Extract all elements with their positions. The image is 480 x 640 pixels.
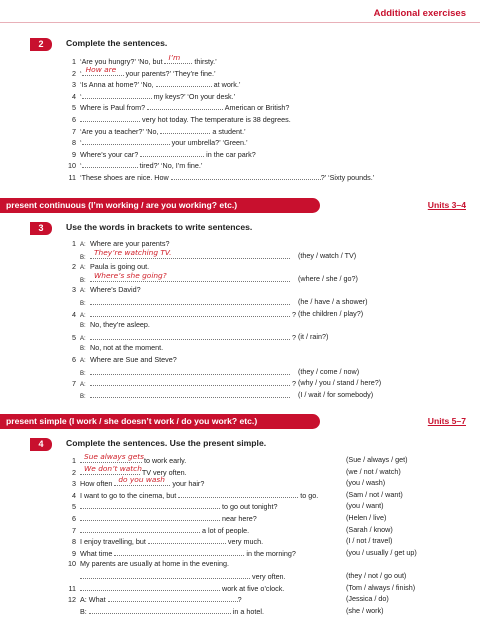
item-number: 8 bbox=[72, 537, 76, 547]
sentence-start: ‘ bbox=[80, 161, 82, 171]
sentence-start: ‘ bbox=[80, 138, 82, 148]
item-number: 6 bbox=[72, 355, 76, 364]
sentence-end: American or British? bbox=[223, 103, 290, 113]
sentence-end: thirsty.’ bbox=[192, 57, 217, 66]
handwritten-answer: They’re watching TV. bbox=[94, 247, 172, 257]
answer-blank[interactable] bbox=[90, 332, 290, 340]
dialogue-row bbox=[62, 285, 141, 295]
sentence-row bbox=[62, 501, 278, 511]
item-number: 4 bbox=[72, 490, 76, 500]
item-number: 10 bbox=[68, 161, 76, 171]
dialogue-row bbox=[62, 355, 177, 365]
answer-blank[interactable] bbox=[114, 475, 170, 486]
sentence-end: your hair? bbox=[170, 479, 205, 489]
sentence-end: at work.’ bbox=[211, 80, 241, 90]
dialogue-text: Where are Sue and Steve? bbox=[90, 355, 177, 364]
item-number: 6 bbox=[72, 514, 76, 523]
item-number: 3 bbox=[72, 285, 76, 295]
word-prompt: (Jessica / do) bbox=[346, 594, 389, 604]
sentence-row bbox=[62, 160, 202, 170]
question-mark: ? bbox=[290, 309, 296, 319]
dialogue-row bbox=[62, 332, 296, 342]
exercise-number: 2 bbox=[30, 38, 52, 51]
item-number: 3 bbox=[72, 80, 76, 90]
word-prompt: (he / have / a shower) bbox=[298, 297, 368, 306]
word-prompt: (you / want) bbox=[346, 501, 384, 511]
sentence-end: ? bbox=[237, 595, 242, 605]
dialogue-row bbox=[62, 309, 296, 319]
item-number: 4 bbox=[72, 91, 76, 101]
answer-blank[interactable] bbox=[80, 501, 220, 509]
sentence-row bbox=[62, 559, 229, 569]
exercise-number: 3 bbox=[30, 222, 52, 235]
exercise-instruction: Complete the sentences. bbox=[66, 38, 168, 48]
speaker-label: A: bbox=[80, 265, 86, 272]
dialogue-text: Where’s David? bbox=[90, 285, 141, 295]
answer-blank[interactable] bbox=[89, 606, 231, 614]
question-mark: ? bbox=[290, 332, 296, 342]
item-number: 7 bbox=[72, 525, 76, 535]
handwritten-answer: Where’s she going? bbox=[94, 270, 167, 280]
sentence-row bbox=[62, 513, 257, 523]
dialogue-row bbox=[62, 247, 290, 261]
sentence-end: to go out tonight? bbox=[220, 502, 278, 512]
dialogue-text: Where are your parents? bbox=[90, 239, 170, 248]
answer-blank[interactable] bbox=[80, 583, 220, 591]
answer-blank[interactable] bbox=[114, 548, 244, 556]
speaker-label: B: bbox=[80, 254, 86, 261]
sentence-end: a student.’ bbox=[210, 126, 246, 136]
sentence-start: A: What bbox=[80, 595, 108, 605]
word-prompt: (Sue / always / get) bbox=[346, 455, 408, 464]
word-prompt: (Sam / not / want) bbox=[346, 489, 403, 499]
item-number: 8 bbox=[72, 138, 76, 148]
speaker-label: A: bbox=[80, 312, 86, 319]
sentence-end: in the car park? bbox=[204, 149, 256, 159]
dialogue-row bbox=[62, 270, 290, 284]
word-prompt: (they / not / go out) bbox=[346, 571, 407, 580]
sentence-end: in the morning? bbox=[244, 548, 296, 558]
sentence-row bbox=[62, 149, 256, 159]
sentence-start: ‘These shoes are nice. How bbox=[80, 173, 171, 182]
handwritten-answer: We don’t watch bbox=[84, 463, 142, 473]
sentence-row bbox=[62, 137, 248, 147]
sentence-end: tired?’ ‘No, I’m fine.’ bbox=[137, 161, 203, 171]
item-number: 10 bbox=[68, 559, 76, 569]
item-number: 5 bbox=[72, 103, 76, 113]
answer-blank[interactable] bbox=[80, 114, 140, 122]
word-prompt: (Tom / always / finish) bbox=[346, 582, 416, 592]
word-prompt: (you / usually / get up) bbox=[346, 547, 417, 557]
sentence-end: near here? bbox=[220, 514, 257, 523]
dialogue-row bbox=[62, 378, 296, 388]
sentence-row bbox=[62, 114, 291, 124]
sentence-start: How often bbox=[80, 479, 115, 489]
dialogue-row bbox=[62, 297, 290, 307]
answer-blank[interactable] bbox=[156, 79, 212, 87]
word-prompt: (she / work) bbox=[346, 605, 384, 615]
sentence-start: What time bbox=[80, 548, 115, 558]
handwritten-answer: do you wash bbox=[118, 475, 165, 485]
sentence-start: ‘ bbox=[80, 68, 82, 78]
speaker-label: B: bbox=[80, 277, 86, 284]
item-number: 4 bbox=[72, 309, 76, 319]
answer-blank[interactable] bbox=[80, 571, 250, 579]
word-prompt: (I / wait / for somebody) bbox=[298, 389, 374, 399]
exercise-instruction: Complete the sentences. Use the present simple. bbox=[66, 438, 267, 448]
dialogue-text: Paula is going out. bbox=[90, 262, 150, 272]
sentence-row bbox=[62, 571, 286, 581]
item-number: 11 bbox=[68, 583, 76, 593]
sentence-row bbox=[62, 490, 318, 500]
item-number: 9 bbox=[72, 548, 76, 558]
unit-link[interactable]: Units 3–4 bbox=[427, 200, 466, 210]
sentence-row bbox=[62, 525, 249, 535]
speaker-label: B: bbox=[80, 393, 86, 400]
section-banner: present simple (I work / she doesn’t work / do you work? etc.) bbox=[0, 414, 320, 429]
sentence-end: very much. bbox=[225, 537, 264, 547]
item-number: 7 bbox=[72, 379, 76, 389]
speaker-label: B: bbox=[80, 370, 86, 377]
speaker-label: B: bbox=[80, 346, 86, 353]
item-number: 5 bbox=[72, 502, 76, 512]
answer-blank[interactable] bbox=[82, 91, 152, 99]
item-number: 11 bbox=[68, 173, 76, 182]
word-prompt: (they / come / now) bbox=[298, 366, 360, 376]
sentence-end: your umbrella?’ ‘Green.’ bbox=[169, 138, 248, 148]
sentence-start: I enjoy travelling, but bbox=[80, 537, 148, 547]
section-banner: present continuous (I’m working / are you working? etc.) bbox=[0, 198, 320, 213]
answer-blank[interactable] bbox=[80, 137, 170, 148]
item-number: 3 bbox=[72, 479, 76, 489]
sentence-row bbox=[62, 594, 242, 604]
answer-blank[interactable] bbox=[90, 309, 290, 317]
dialogue-text: No, not at the moment. bbox=[90, 343, 164, 353]
sentence-row bbox=[62, 79, 240, 89]
sentence-start: My parents are usually at home in the evening. bbox=[80, 559, 230, 569]
unit-link[interactable]: Units 5–7 bbox=[427, 416, 466, 426]
dialogue-text: No, they’re asleep. bbox=[90, 320, 150, 330]
sentence-end: very hot today. The temperature is 38 degrees. bbox=[140, 115, 291, 124]
answer-blank[interactable] bbox=[80, 463, 142, 475]
answer-blank[interactable] bbox=[90, 378, 290, 386]
answer-blank[interactable] bbox=[164, 53, 192, 64]
sentence-end: my keys?’ ‘On your desk.’ bbox=[151, 91, 236, 101]
answer-blank[interactable] bbox=[80, 513, 220, 521]
sentence-row bbox=[62, 102, 289, 112]
answer-blank[interactable] bbox=[160, 126, 210, 134]
exercise-number: 4 bbox=[30, 438, 52, 451]
sentence-row bbox=[62, 606, 264, 616]
sentence-start: ‘Are you a teacher?’ ‘No, bbox=[80, 126, 161, 136]
dialogue-row bbox=[62, 320, 150, 330]
word-prompt: (where / she / go?) bbox=[298, 273, 358, 283]
dialogue-row bbox=[62, 343, 163, 353]
speaker-label: B: bbox=[80, 301, 86, 307]
sentence-end: to go. bbox=[298, 490, 319, 500]
question-mark: ? bbox=[290, 379, 296, 389]
sentence-row bbox=[62, 583, 284, 593]
dialogue-row bbox=[62, 390, 290, 400]
item-number: 5 bbox=[72, 332, 76, 342]
sentence-row bbox=[62, 91, 235, 101]
item-number: 7 bbox=[72, 126, 76, 136]
answer-blank[interactable] bbox=[140, 149, 204, 157]
answer-blank[interactable] bbox=[90, 270, 290, 282]
item-number: 9 bbox=[72, 149, 76, 159]
sentence-start: I want to go to the cinema, but bbox=[80, 490, 179, 500]
item-number: 6 bbox=[72, 115, 76, 124]
answer-blank[interactable] bbox=[108, 594, 238, 602]
word-prompt: (Sarah / know) bbox=[346, 524, 393, 534]
sentence-start: ‘ bbox=[80, 91, 82, 101]
sentence-end: to work early. bbox=[142, 456, 187, 465]
answer-blank[interactable] bbox=[80, 452, 144, 463]
header-title: Additional exercises bbox=[373, 8, 466, 19]
speaker-label: A: bbox=[80, 382, 86, 389]
item-number: 2 bbox=[72, 68, 76, 78]
sentence-row bbox=[62, 172, 374, 182]
sentence-row bbox=[62, 126, 246, 136]
item-number: 2 bbox=[72, 262, 76, 272]
item-number: 12 bbox=[68, 595, 76, 605]
sentence-row bbox=[62, 64, 216, 78]
handwritten-answer: Sue always gets bbox=[84, 452, 144, 461]
word-prompt: (it / rain?) bbox=[298, 331, 329, 341]
answer-blank[interactable] bbox=[171, 172, 321, 180]
word-prompt: (Helen / live) bbox=[346, 513, 387, 522]
sentence-start: Where is Paul from? bbox=[80, 103, 148, 113]
answer-blank[interactable] bbox=[80, 525, 200, 533]
handwritten-answer: I’m bbox=[168, 53, 181, 62]
item-number: 1 bbox=[72, 239, 76, 248]
answer-blank[interactable] bbox=[178, 490, 298, 498]
answer-blank[interactable] bbox=[80, 160, 138, 171]
speaker-label: A: bbox=[80, 358, 86, 364]
sentence-end: in a hotel. bbox=[230, 606, 264, 616]
answer-blank[interactable] bbox=[90, 247, 290, 259]
speaker-label: B: bbox=[80, 323, 86, 330]
sentence-row bbox=[62, 548, 296, 558]
sentence-start: ‘Is Anna at home?’ ‘No, bbox=[80, 80, 156, 90]
speaker-label: A: bbox=[80, 288, 86, 295]
item-number: 1 bbox=[72, 456, 76, 465]
speaker-label: A: bbox=[80, 242, 86, 248]
sentence-start: B: bbox=[80, 606, 89, 616]
item-number: 1 bbox=[72, 57, 76, 66]
word-prompt: (the children / play?) bbox=[298, 308, 364, 318]
answer-blank[interactable] bbox=[90, 297, 290, 305]
word-prompt: (you / wash) bbox=[346, 478, 386, 488]
answer-blank[interactable] bbox=[90, 390, 290, 398]
sentence-start: ‘Are you hungry?’ ‘No, but bbox=[80, 57, 165, 66]
divider bbox=[0, 22, 480, 23]
sentence-end: TV very often. bbox=[140, 467, 187, 477]
answer-blank[interactable] bbox=[148, 536, 226, 544]
item-number: 2 bbox=[72, 467, 76, 477]
answer-blank[interactable] bbox=[147, 102, 223, 110]
sentence-end: ?’ ‘Sixty pounds.’ bbox=[320, 173, 375, 182]
sentence-end: a lot of people. bbox=[200, 525, 250, 535]
sentence-row bbox=[62, 475, 205, 489]
sentence-end: work at five o’clock. bbox=[220, 583, 285, 593]
sentence-row bbox=[62, 536, 263, 546]
answer-blank[interactable] bbox=[82, 64, 124, 76]
sentence-end: very often. bbox=[250, 572, 286, 581]
dialogue-row bbox=[62, 367, 290, 377]
answer-blank[interactable] bbox=[90, 367, 290, 375]
word-prompt: (I / not / travel) bbox=[346, 536, 393, 546]
exercise-instruction: Use the words in brackets to write sentences. bbox=[66, 222, 253, 232]
handwritten-answer: How are bbox=[85, 64, 117, 74]
word-prompt: (we / not / watch) bbox=[346, 466, 401, 476]
sentence-end: your parents?’ ‘They’re fine.’ bbox=[123, 68, 216, 78]
speaker-label: A: bbox=[80, 335, 86, 342]
word-prompt: (why / you / stand / here?) bbox=[298, 378, 382, 388]
sentence-start: Where’s your car? bbox=[80, 149, 141, 159]
word-prompt: (they / watch / TV) bbox=[298, 250, 357, 260]
